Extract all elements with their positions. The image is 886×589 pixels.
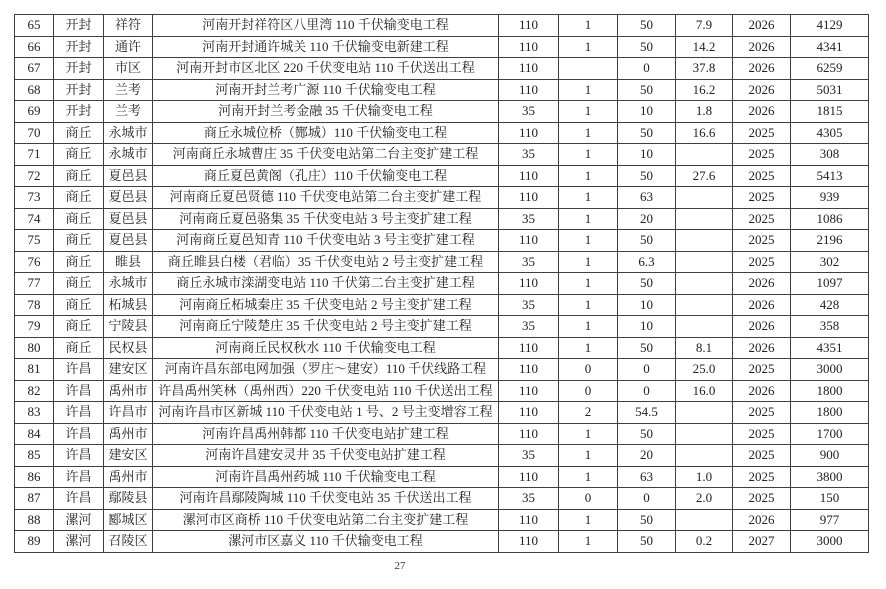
cell-capacity: 10: [618, 294, 676, 316]
cell-unit_count: 0: [559, 488, 618, 510]
table-row: [15, 101, 869, 123]
cell-unit_count: 1: [559, 15, 618, 37]
cell-investment: 428: [791, 294, 869, 316]
cell-year: 2027: [733, 531, 791, 553]
cell-year: 2026: [733, 273, 791, 295]
cell-voltage_kv: 110: [499, 58, 559, 80]
cell-district: 禹州市: [104, 423, 153, 445]
cell-line_length: [676, 402, 733, 424]
cell-city: 许昌: [54, 402, 104, 424]
table-row: [15, 380, 869, 402]
cell-voltage_kv: 110: [499, 187, 559, 209]
cell-capacity: 63: [618, 187, 676, 209]
projects-table: [14, 14, 869, 553]
cell-project_name: 河南许昌禹州韩都 110 千伏变电站扩建工程: [153, 423, 499, 445]
cell-district: 许昌市: [104, 402, 153, 424]
cell-year: 2026: [733, 15, 791, 37]
cell-index: 81: [15, 359, 54, 381]
cell-voltage_kv: 35: [499, 445, 559, 467]
cell-unit_count: 1: [559, 423, 618, 445]
cell-line_length: [676, 316, 733, 338]
cell-unit_count: 1: [559, 466, 618, 488]
cell-line_length: 37.8: [676, 58, 733, 80]
cell-unit_count: [559, 58, 618, 80]
cell-project_name: 河南许昌建安灵井 35 千伏变电站扩建工程: [153, 445, 499, 467]
cell-index: 71: [15, 144, 54, 166]
cell-investment: 302: [791, 251, 869, 273]
cell-district: 祥符: [104, 15, 153, 37]
cell-city: 开封: [54, 36, 104, 58]
cell-index: 87: [15, 488, 54, 510]
cell-city: 开封: [54, 15, 104, 37]
cell-capacity: 20: [618, 208, 676, 230]
cell-index: 89: [15, 531, 54, 553]
cell-index: 78: [15, 294, 54, 316]
cell-investment: 4341: [791, 36, 869, 58]
cell-line_length: [676, 423, 733, 445]
cell-investment: 308: [791, 144, 869, 166]
cell-project_name: 河南商丘夏邑贤德 110 千伏变电站第二台主变扩建工程: [153, 187, 499, 209]
cell-city: 商丘: [54, 144, 104, 166]
cell-year: 2026: [733, 79, 791, 101]
cell-city: 许昌: [54, 466, 104, 488]
table-row: [15, 337, 869, 359]
cell-project_name: 河南商丘夏邑知青 110 千伏变电站 3 号主变扩建工程: [153, 230, 499, 252]
cell-unit_count: 1: [559, 101, 618, 123]
cell-year: 2026: [733, 58, 791, 80]
table-row: [15, 294, 869, 316]
cell-city: 开封: [54, 101, 104, 123]
page-number: 27: [394, 560, 406, 572]
cell-index: 88: [15, 509, 54, 531]
cell-investment: 150: [791, 488, 869, 510]
cell-city: 开封: [54, 79, 104, 101]
cell-index: 73: [15, 187, 54, 209]
table-row: [15, 445, 869, 467]
cell-year: 2025: [733, 251, 791, 273]
cell-line_length: [676, 445, 733, 467]
table-row: [15, 316, 869, 338]
cell-city: 商丘: [54, 251, 104, 273]
cell-voltage_kv: 110: [499, 359, 559, 381]
cell-district: 民权县: [104, 337, 153, 359]
cell-capacity: 10: [618, 316, 676, 338]
cell-line_length: 16.2: [676, 79, 733, 101]
table-row: [15, 58, 869, 80]
cell-index: 77: [15, 273, 54, 295]
cell-capacity: 50: [618, 122, 676, 144]
cell-project_name: 河南许昌鄢陵陶城 110 千伏变电站 35 千伏送出工程: [153, 488, 499, 510]
cell-capacity: 50: [618, 15, 676, 37]
cell-year: 2026: [733, 337, 791, 359]
cell-capacity: 0: [618, 58, 676, 80]
cell-unit_count: 1: [559, 273, 618, 295]
cell-district: 夏邑县: [104, 187, 153, 209]
cell-line_length: 8.1: [676, 337, 733, 359]
cell-city: 许昌: [54, 423, 104, 445]
cell-project_name: 漯河市区嘉义 110 千伏输变电工程: [153, 531, 499, 553]
table-row: [15, 122, 869, 144]
cell-voltage_kv: 35: [499, 208, 559, 230]
cell-project_name: 河南开封祥符区八里湾 110 千伏输变电工程: [153, 15, 499, 37]
cell-capacity: 10: [618, 101, 676, 123]
cell-investment: 900: [791, 445, 869, 467]
cell-project_name: 河南许昌市区新城 110 千伏变电站 1 号、2 号主变增容工程: [153, 402, 499, 424]
cell-year: 2025: [733, 230, 791, 252]
cell-year: 2025: [733, 144, 791, 166]
cell-city: 漯河: [54, 509, 104, 531]
cell-investment: 4129: [791, 15, 869, 37]
cell-district: 夏邑县: [104, 165, 153, 187]
cell-capacity: 63: [618, 466, 676, 488]
cell-year: 2025: [733, 445, 791, 467]
table-row: [15, 423, 869, 445]
cell-voltage_kv: 35: [499, 294, 559, 316]
cell-investment: 1800: [791, 380, 869, 402]
cell-year: 2025: [733, 122, 791, 144]
cell-index: 84: [15, 423, 54, 445]
cell-city: 漯河: [54, 531, 104, 553]
cell-index: 68: [15, 79, 54, 101]
cell-district: 建安区: [104, 359, 153, 381]
cell-unit_count: 1: [559, 165, 618, 187]
cell-city: 商丘: [54, 187, 104, 209]
table-row: [15, 273, 869, 295]
cell-unit_count: 1: [559, 445, 618, 467]
cell-index: 66: [15, 36, 54, 58]
cell-voltage_kv: 35: [499, 144, 559, 166]
cell-year: 2025: [733, 187, 791, 209]
cell-index: 85: [15, 445, 54, 467]
cell-city: 许昌: [54, 380, 104, 402]
cell-index: 76: [15, 251, 54, 273]
cell-voltage_kv: 110: [499, 380, 559, 402]
cell-investment: 4351: [791, 337, 869, 359]
cell-city: 许昌: [54, 359, 104, 381]
cell-capacity: 0: [618, 359, 676, 381]
cell-capacity: 50: [618, 423, 676, 445]
cell-investment: 6259: [791, 58, 869, 80]
table-row: [15, 509, 869, 531]
cell-line_length: [676, 251, 733, 273]
cell-capacity: 54.5: [618, 402, 676, 424]
cell-project_name: 河南商丘民权秋水 110 千伏输变电工程: [153, 337, 499, 359]
cell-unit_count: 1: [559, 230, 618, 252]
cell-voltage_kv: 35: [499, 488, 559, 510]
cell-year: 2025: [733, 359, 791, 381]
cell-capacity: 20: [618, 445, 676, 467]
cell-district: 柘城县: [104, 294, 153, 316]
cell-unit_count: 1: [559, 187, 618, 209]
cell-investment: 977: [791, 509, 869, 531]
cell-investment: 5413: [791, 165, 869, 187]
cell-investment: 358: [791, 316, 869, 338]
cell-year: 2026: [733, 316, 791, 338]
cell-project_name: 商丘永城位桥（酂城）110 千伏输变电工程: [153, 122, 499, 144]
table-row: [15, 402, 869, 424]
cell-investment: 3000: [791, 531, 869, 553]
cell-district: 禹州市: [104, 380, 153, 402]
cell-unit_count: 0: [559, 359, 618, 381]
cell-year: 2026: [733, 509, 791, 531]
cell-line_length: 14.2: [676, 36, 733, 58]
cell-line_length: [676, 509, 733, 531]
cell-district: 兰考: [104, 101, 153, 123]
cell-voltage_kv: 110: [499, 36, 559, 58]
cell-line_length: [676, 187, 733, 209]
cell-district: 建安区: [104, 445, 153, 467]
cell-year: 2026: [733, 380, 791, 402]
table-row: [15, 230, 869, 252]
cell-year: 2025: [733, 466, 791, 488]
cell-index: 72: [15, 165, 54, 187]
cell-line_length: [676, 144, 733, 166]
cell-capacity: 10: [618, 144, 676, 166]
cell-capacity: 50: [618, 165, 676, 187]
cell-city: 商丘: [54, 165, 104, 187]
cell-capacity: 50: [618, 79, 676, 101]
table-row: [15, 359, 869, 381]
cell-line_length: 1.0: [676, 466, 733, 488]
cell-investment: 3800: [791, 466, 869, 488]
cell-project_name: 许昌禹州笑林（禹州西）220 千伏变电站 110 千伏送出工程: [153, 380, 499, 402]
cell-district: 睢县: [104, 251, 153, 273]
cell-voltage_kv: 110: [499, 165, 559, 187]
cell-index: 79: [15, 316, 54, 338]
table-row: [15, 36, 869, 58]
cell-project_name: 河南商丘永城曹庄 35 千伏变电站第二台主变扩建工程: [153, 144, 499, 166]
cell-district: 永城市: [104, 122, 153, 144]
cell-line_length: [676, 230, 733, 252]
cell-capacity: 0: [618, 488, 676, 510]
cell-capacity: 6.3: [618, 251, 676, 273]
cell-line_length: [676, 208, 733, 230]
cell-district: 召陵区: [104, 531, 153, 553]
cell-investment: 2196: [791, 230, 869, 252]
cell-city: 商丘: [54, 208, 104, 230]
cell-project_name: 河南开封兰考金融 35 千伏输变电工程: [153, 101, 499, 123]
table-row: [15, 187, 869, 209]
table-row: [15, 144, 869, 166]
cell-line_length: 2.0: [676, 488, 733, 510]
cell-index: 75: [15, 230, 54, 252]
cell-project_name: 河南许昌禹州药城 110 千伏输变电工程: [153, 466, 499, 488]
table-row: [15, 165, 869, 187]
cell-capacity: 50: [618, 230, 676, 252]
cell-voltage_kv: 110: [499, 273, 559, 295]
cell-city: 开封: [54, 58, 104, 80]
table-row: [15, 488, 869, 510]
table-row: [15, 15, 869, 37]
cell-project_name: 河南商丘柘城秦庄 35 千伏变电站 2 号主变扩建工程: [153, 294, 499, 316]
cell-year: 2026: [733, 36, 791, 58]
cell-capacity: 50: [618, 509, 676, 531]
cell-line_length: 27.6: [676, 165, 733, 187]
cell-unit_count: 1: [559, 79, 618, 101]
cell-district: 市区: [104, 58, 153, 80]
cell-year: 2025: [733, 165, 791, 187]
cell-index: 65: [15, 15, 54, 37]
cell-district: 兰考: [104, 79, 153, 101]
cell-city: 商丘: [54, 273, 104, 295]
cell-year: 2026: [733, 294, 791, 316]
table-row: [15, 466, 869, 488]
cell-year: 2025: [733, 488, 791, 510]
cell-unit_count: 1: [559, 251, 618, 273]
cell-voltage_kv: 35: [499, 101, 559, 123]
cell-city: 许昌: [54, 445, 104, 467]
cell-line_length: 7.9: [676, 15, 733, 37]
cell-unit_count: 1: [559, 122, 618, 144]
cell-unit_count: 1: [559, 531, 618, 553]
cell-unit_count: 0: [559, 380, 618, 402]
cell-voltage_kv: 35: [499, 316, 559, 338]
cell-line_length: [676, 273, 733, 295]
cell-line_length: 25.0: [676, 359, 733, 381]
cell-project_name: 商丘睢县白楼（君临）35 千伏变电站 2 号主变扩建工程: [153, 251, 499, 273]
cell-project_name: 河南开封市区北区 220 千伏变电站 110 千伏送出工程: [153, 58, 499, 80]
cell-index: 86: [15, 466, 54, 488]
cell-year: 2025: [733, 208, 791, 230]
cell-voltage_kv: 110: [499, 122, 559, 144]
cell-voltage_kv: 110: [499, 402, 559, 424]
cell-voltage_kv: 110: [499, 79, 559, 101]
cell-investment: 939: [791, 187, 869, 209]
cell-unit_count: 1: [559, 36, 618, 58]
cell-city: 商丘: [54, 294, 104, 316]
cell-project_name: 河南开封兰考广源 110 千伏输变电工程: [153, 79, 499, 101]
cell-city: 商丘: [54, 122, 104, 144]
cell-capacity: 0: [618, 380, 676, 402]
cell-investment: 1086: [791, 208, 869, 230]
cell-project_name: 河南商丘夏邑骆集 35 千伏变电站 3 号主变扩建工程: [153, 208, 499, 230]
cell-voltage_kv: 110: [499, 15, 559, 37]
cell-index: 83: [15, 402, 54, 424]
cell-city: 商丘: [54, 316, 104, 338]
cell-capacity: 50: [618, 337, 676, 359]
cell-index: 70: [15, 122, 54, 144]
projects-table-body: [15, 15, 869, 553]
cell-district: 永城市: [104, 144, 153, 166]
cell-voltage_kv: 110: [499, 466, 559, 488]
cell-city: 许昌: [54, 488, 104, 510]
cell-line_length: 16.6: [676, 122, 733, 144]
cell-year: 2025: [733, 402, 791, 424]
cell-district: 夏邑县: [104, 230, 153, 252]
cell-investment: 1800: [791, 402, 869, 424]
cell-index: 67: [15, 58, 54, 80]
cell-voltage_kv: 110: [499, 423, 559, 445]
cell-district: 鄢陵县: [104, 488, 153, 510]
cell-investment: 1097: [791, 273, 869, 295]
cell-project_name: 河南商丘宁陵楚庄 35 千伏变电站 2 号主变扩建工程: [153, 316, 499, 338]
cell-voltage_kv: 110: [499, 531, 559, 553]
cell-line_length: [676, 294, 733, 316]
cell-unit_count: 1: [559, 509, 618, 531]
cell-project_name: 河南开封通许城关 110 千伏输变电新建工程: [153, 36, 499, 58]
cell-year: 2026: [733, 101, 791, 123]
cell-voltage_kv: 110: [499, 337, 559, 359]
cell-project_name: 商丘夏邑黄阁（孔庄）110 千伏输变电工程: [153, 165, 499, 187]
cell-city: 商丘: [54, 337, 104, 359]
cell-index: 69: [15, 101, 54, 123]
cell-capacity: 50: [618, 531, 676, 553]
cell-unit_count: 1: [559, 144, 618, 166]
table-row: [15, 208, 869, 230]
cell-index: 80: [15, 337, 54, 359]
cell-district: 通许: [104, 36, 153, 58]
cell-project_name: 漯河市区商桥 110 千伏变电站第二台主变扩建工程: [153, 509, 499, 531]
table-row: [15, 531, 869, 553]
cell-unit_count: 1: [559, 208, 618, 230]
cell-district: 宁陵县: [104, 316, 153, 338]
cell-investment: 1815: [791, 101, 869, 123]
cell-unit_count: 1: [559, 294, 618, 316]
cell-year: 2025: [733, 423, 791, 445]
cell-project_name: 商丘永城市滦湖变电站 110 千伏第二台主变扩建工程: [153, 273, 499, 295]
cell-unit_count: 1: [559, 316, 618, 338]
cell-investment: 3000: [791, 359, 869, 381]
cell-capacity: 50: [618, 273, 676, 295]
cell-line_length: 0.2: [676, 531, 733, 553]
cell-index: 74: [15, 208, 54, 230]
cell-investment: 5031: [791, 79, 869, 101]
cell-index: 82: [15, 380, 54, 402]
cell-voltage_kv: 110: [499, 230, 559, 252]
cell-city: 商丘: [54, 230, 104, 252]
cell-unit_count: 1: [559, 337, 618, 359]
cell-district: 夏邑县: [104, 208, 153, 230]
cell-investment: 1700: [791, 423, 869, 445]
cell-district: 郾城区: [104, 509, 153, 531]
table-row: [15, 251, 869, 273]
cell-investment: 4305: [791, 122, 869, 144]
cell-district: 禹州市: [104, 466, 153, 488]
cell-capacity: 50: [618, 36, 676, 58]
cell-line_length: 16.0: [676, 380, 733, 402]
cell-line_length: 1.8: [676, 101, 733, 123]
cell-project_name: 河南许昌东部电网加强（罗庄～建安）110 千伏线路工程: [153, 359, 499, 381]
cell-district: 永城市: [104, 273, 153, 295]
cell-voltage_kv: 35: [499, 251, 559, 273]
cell-voltage_kv: 110: [499, 509, 559, 531]
table-row: [15, 79, 869, 101]
cell-unit_count: 2: [559, 402, 618, 424]
